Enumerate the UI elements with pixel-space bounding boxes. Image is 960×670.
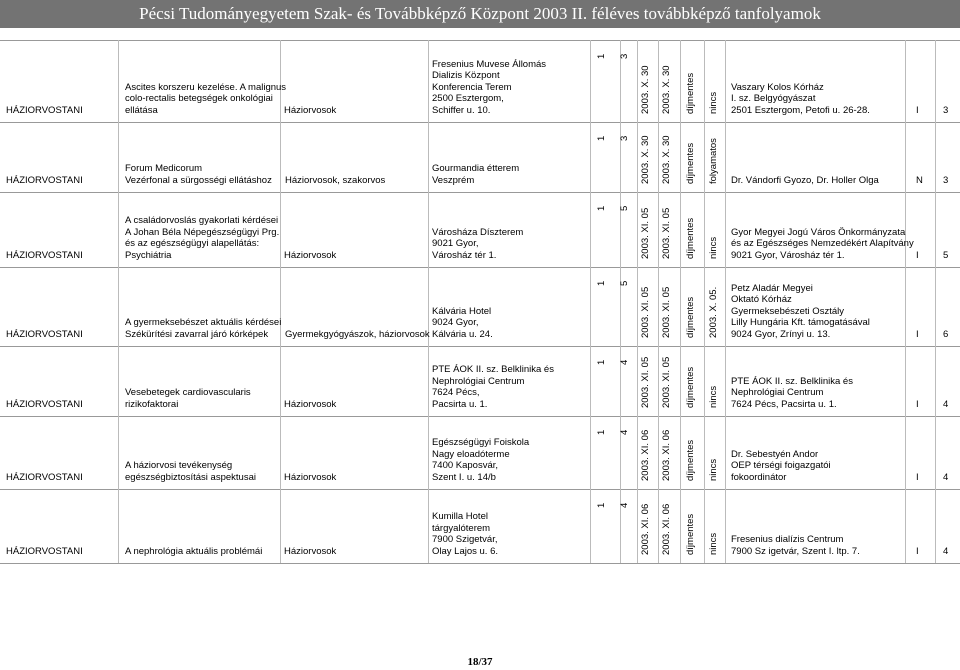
category-label: HÁZIORVOSTANI [6, 328, 83, 340]
row-divider [0, 122, 960, 123]
fee-status: díjmentes [685, 439, 696, 481]
start-date: 2003. XI. 05 [640, 207, 651, 259]
organizer-info [731, 449, 831, 484]
organizer-info-line: 9021 Gyor, Városház tér 1. [731, 249, 845, 261]
course-title [125, 317, 281, 340]
venue-address-line: Olay Lajos u. 6. [432, 545, 499, 557]
venue-address [432, 437, 529, 483]
days-count: 1 [596, 205, 607, 211]
credit-points: 6 [943, 328, 949, 340]
organizer-info-line: Lilly Hungária Kft. támogatásával [731, 317, 870, 328]
days-count: 1 [596, 359, 607, 365]
venue-address-line: Dializis Központ [432, 70, 500, 81]
venue-address-line: 7624 Pécs, [432, 387, 480, 398]
organizer-info [731, 283, 870, 341]
course-title-line: és az egészségügyi alapellátás: [125, 238, 260, 249]
course-title-line: A Johan Béla Népegészségügyi Prg. [125, 226, 280, 238]
venue-address [432, 227, 523, 262]
venue-address-line: tárgyalóterem [432, 522, 491, 534]
organizer-info [731, 534, 860, 557]
organizer-info-line: 7624 Pécs, Pacsirta u. 1. [731, 398, 837, 410]
sponsor-status: folyamatos [708, 138, 719, 184]
venue-address-line: Egészségügyi Foiskola [432, 437, 530, 448]
audience-label: Háziorvosok [284, 104, 337, 116]
column-divider [590, 40, 591, 563]
organizer-info-line: Nephrológiai Centrum [731, 387, 824, 398]
row-divider [0, 192, 960, 193]
sponsor-status: nincs [708, 532, 719, 555]
row-divider [0, 563, 960, 564]
column-divider [725, 40, 726, 563]
fee-status: díjmentes [685, 513, 696, 555]
organizer-info-line: OEP térségi foigazgatói [731, 460, 831, 471]
audience-label: Háziorvosok [284, 249, 337, 261]
end-date: 2003. XI. 05 [661, 356, 672, 408]
venue-address-line: 7900 Szigetvár, [432, 534, 498, 545]
fee-status: díjmentes [685, 142, 696, 184]
fee-status: díjmentes [685, 217, 696, 259]
days-count: 1 [596, 280, 607, 286]
organizer-info-line: 9024 Gyor, Zrínyi u. 13. [731, 328, 831, 340]
organizer-info-line: Gyermeksebészeti Osztály [731, 305, 844, 317]
organizer-info-line: és az Egészséges Nemzedékért Alapítvány [731, 238, 914, 249]
audience-label: Háziorvosok [284, 471, 337, 483]
course-title [125, 215, 279, 261]
hours-count: 3 [619, 53, 630, 59]
sponsor-status: nincs [708, 236, 719, 259]
days-count: 1 [596, 429, 607, 435]
end-date: 2003. XI. 05 [661, 207, 672, 259]
organizer-info-line: Oktató Kórház [731, 294, 792, 305]
level-code: I [916, 249, 919, 261]
days-count: 1 [596, 502, 607, 508]
start-date: 2003. X. 30 [640, 65, 651, 114]
row-divider [0, 489, 960, 490]
category-label: HÁZIORVOSTANI [6, 398, 83, 410]
organizer-info-line: fokoordinátor [731, 471, 787, 483]
level-code: I [916, 104, 919, 116]
level-code: I [916, 545, 919, 557]
course-title-line: Psychiátria [125, 249, 172, 261]
course-title-line: egészségbiztosítási aspektusai [125, 471, 256, 483]
level-code: N [916, 174, 923, 186]
course-title-line: Vezérfonal a sürgosségi ellátáshoz [125, 174, 272, 186]
organizer-info-line: I. sz. Belgyógyászat [731, 93, 816, 104]
sponsor-status: nincs [708, 458, 719, 481]
credit-points: 4 [943, 398, 949, 410]
row-divider [0, 40, 960, 41]
course-title-line: A gyermeksebészet aktuális kérdései [125, 317, 282, 328]
organizer-info-line: Gyor Megyei Jogú Város Önkormányzata [731, 226, 906, 238]
column-divider [658, 40, 659, 563]
credit-points: 4 [943, 471, 949, 483]
category-label: HÁZIORVOSTANI [6, 471, 83, 483]
course-title-line: Vesebetegek cardiovascularis [125, 387, 251, 398]
end-date: 2003. X. 30 [661, 65, 672, 114]
organizer-info-line: Dr. Sebestyén Andor [731, 448, 819, 460]
course-title-line: ellátása [125, 104, 158, 116]
course-title-line: Székürítési zavarral járó kórképek [125, 328, 269, 340]
category-label: HÁZIORVOSTANI [6, 104, 83, 116]
audience-label: Háziorvosok [284, 545, 337, 557]
course-title-line: Ascites korszeru kezelése. A malignus [125, 81, 287, 93]
course-title-line: A háziorvosi tevékenység [125, 460, 233, 471]
end-date: 2003. X. 30 [661, 135, 672, 184]
hours-count: 4 [619, 359, 630, 365]
course-title [125, 387, 251, 410]
column-divider [704, 40, 705, 563]
venue-address-line: Városház tér 1. [432, 249, 497, 261]
audience-label: Gyermekgyógyászok, háziorvosok [285, 328, 430, 340]
category-label: HÁZIORVOSTANI [6, 545, 83, 557]
organizer-info-line: 7900 Sz igetvár, Szent I. ltp. 7. [731, 545, 860, 557]
organizer-info-line: Fresenius dialízis Centrum [731, 534, 844, 545]
venue-address-line: Fresenius Muvese Állomás [432, 58, 547, 70]
column-divider [428, 40, 429, 563]
audience-label: Háziorvosok, szakorvos [285, 174, 386, 186]
venue-address-line: Veszprém [432, 174, 475, 186]
sponsor-status: 2003. X. 05. [708, 286, 719, 338]
venue-address [432, 511, 498, 557]
category-label: HÁZIORVOSTANI [6, 174, 83, 186]
venue-address-line: 9021 Gyor, [432, 238, 479, 249]
level-code: I [916, 398, 919, 410]
hours-count: 5 [619, 205, 630, 211]
organizer-info [731, 82, 870, 117]
venue-address [432, 59, 546, 117]
course-title-line: Forum Medicorum [125, 163, 203, 174]
end-date: 2003. XI. 06 [661, 429, 672, 481]
sponsor-status: nincs [708, 91, 719, 114]
row-divider [0, 267, 960, 268]
venue-address [432, 364, 554, 410]
venue-address [432, 306, 493, 341]
venue-address-line: Gourmandia étterem [432, 163, 520, 174]
start-date: 2003. XI. 06 [640, 503, 651, 555]
sponsor-status: nincs [708, 385, 719, 408]
fee-status: díjmentes [685, 296, 696, 338]
column-divider [680, 40, 681, 563]
days-count: 1 [596, 53, 607, 59]
hours-count: 5 [619, 280, 630, 286]
venue-address-line: PTE ÁOK II. sz. Belklinika és [432, 364, 554, 375]
course-title [125, 546, 262, 558]
level-code: I [916, 471, 919, 483]
venue-address-line: Nagy eloadóterme [432, 448, 510, 460]
start-date: 2003. XI. 06 [640, 429, 651, 481]
column-divider [280, 40, 281, 563]
hours-count: 3 [619, 135, 630, 141]
column-divider [620, 40, 621, 563]
venue-address-line: Pacsirta u. 1. [432, 398, 488, 410]
venue-address [432, 163, 519, 186]
venue-address-line: Városháza Díszterem [432, 226, 524, 238]
organizer-info [731, 175, 879, 187]
course-title [125, 82, 286, 117]
start-date: 2003. XI. 05 [640, 356, 651, 408]
column-divider [118, 40, 119, 563]
organizer-info-line: Dr. Vándorfi Gyozo, Dr. Holler Olga [731, 174, 879, 186]
level-code: I [916, 328, 919, 340]
venue-address-line: Konferencia Terem [432, 81, 512, 93]
days-count: 1 [596, 135, 607, 141]
organizer-info [731, 376, 853, 411]
course-title-line: A családorvoslás gyakorlati kérdései [125, 215, 279, 226]
column-divider [905, 40, 906, 563]
organizer-info-line: 2501 Esztergom, Petofi u. 26-28. [731, 104, 870, 116]
venue-address-line: 7400 Kaposvár, [432, 460, 499, 471]
venue-address-line: Schiffer u. 10. [432, 104, 491, 116]
hours-count: 4 [619, 502, 630, 508]
page-number: 18/37 [467, 656, 493, 668]
credit-points: 3 [943, 104, 949, 116]
venue-address-line: Szent I. u. 14/b [432, 471, 496, 483]
venue-address-line: 2500 Esztergom, [432, 93, 504, 104]
hours-count: 4 [619, 429, 630, 435]
end-date: 2003. XI. 05 [661, 286, 672, 338]
category-label: HÁZIORVOSTANI [6, 249, 83, 261]
page-header [0, 0, 960, 28]
venue-address-line: Kálvária u. 24. [432, 328, 493, 340]
start-date: 2003. XI. 05 [640, 286, 651, 338]
course-title [125, 460, 256, 483]
credit-points: 5 [943, 249, 949, 261]
course-title-line: A nephrológia aktuális problémái [125, 545, 263, 557]
organizer-info-line: Vaszary Kolos Kórház [731, 81, 824, 93]
column-divider [935, 40, 936, 563]
venue-address-line: 9024 Gyor, [432, 317, 479, 328]
row-divider [0, 346, 960, 347]
venue-address-line: Kálvária Hotel [432, 305, 492, 317]
audience-label: Háziorvosok [284, 398, 337, 410]
course-title-line: colo-rectalis betegségek onkológiai [125, 93, 273, 104]
credit-points: 4 [943, 545, 949, 557]
venue-address-line: Kumilla Hotel [432, 511, 488, 522]
organizer-info [731, 227, 914, 262]
fee-status: díjmentes [685, 72, 696, 114]
course-title-line: rizikofaktorai [125, 398, 179, 410]
credit-points: 3 [943, 174, 949, 186]
end-date: 2003. XI. 06 [661, 503, 672, 555]
organizer-info-line: Petz Aladár Megyei [731, 282, 813, 294]
column-divider [637, 40, 638, 563]
course-title [125, 163, 272, 186]
fee-status: díjmentes [685, 366, 696, 408]
row-divider [0, 416, 960, 417]
organizer-info-line: PTE ÁOK II. sz. Belklinika és [731, 375, 853, 387]
start-date: 2003. X. 30 [640, 135, 651, 184]
venue-address-line: Nephrológiai Centrum [432, 375, 525, 387]
page-title: Pécsi Tudományegyetem Szak- és Továbbképző Központ 2003 II. féléves továbbképző tanfolyamok [139, 4, 821, 23]
